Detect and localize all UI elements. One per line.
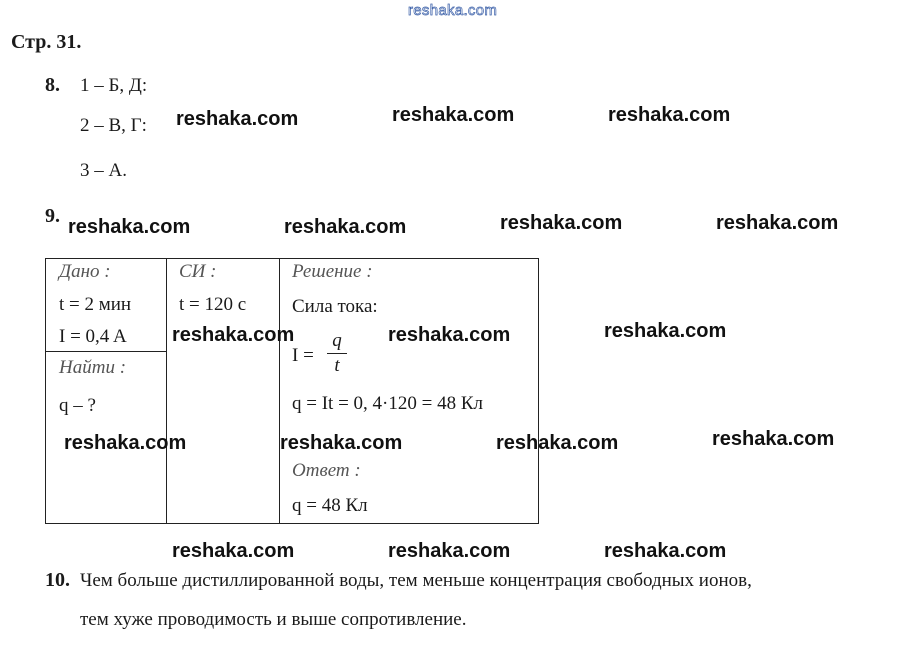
watermark: reshaka.com <box>172 540 295 562</box>
find-charge: q – ? <box>59 395 96 416</box>
task-10-number: 10. <box>45 569 70 591</box>
watermark: reshaka.com <box>608 104 731 126</box>
task-10-line-2: тем хуже проводимость и выше сопротивление. <box>80 609 467 630</box>
watermark: reshaka.com <box>172 324 295 346</box>
table-border-bottom <box>45 523 539 524</box>
solution-title: Решение : <box>292 261 373 282</box>
watermark: reshaka.com <box>496 432 619 454</box>
table-border-top <box>45 258 539 259</box>
watermark: reshaka.com <box>388 324 511 346</box>
task-8-number: 8. <box>45 74 60 96</box>
table-border-left <box>45 258 46 524</box>
watermark: reshaka.com <box>500 212 623 234</box>
answer-value: q = 48 Кл <box>292 495 368 516</box>
watermark: reshaka.com <box>176 108 299 130</box>
task-9-number: 9. <box>45 205 60 227</box>
watermark: reshaka.com <box>64 432 187 454</box>
task-8-line-1: 1 – Б, Д: <box>80 75 148 96</box>
watermark: reshaka.com <box>604 320 727 342</box>
given-title: Дано : <box>59 261 111 282</box>
formula-fraction <box>327 330 347 377</box>
table-divider-given-find <box>45 351 166 352</box>
solution-current-label: Сила тока: <box>292 296 378 317</box>
find-title: Найти : <box>59 357 127 378</box>
answer-title: Ответ : <box>292 460 361 481</box>
watermark: reshaka.com <box>284 216 407 238</box>
watermark: reshaka.com <box>604 540 727 562</box>
formula-lhs: I = <box>292 345 314 366</box>
task-9-solution-table <box>45 258 539 524</box>
watermark: reshaka.com <box>68 216 191 238</box>
si-time: t = 120 c <box>179 294 247 315</box>
page-number: Стр. 31. <box>11 31 82 53</box>
watermark: reshaka.com <box>388 540 511 562</box>
given-time: t = 2 мин <box>59 294 132 315</box>
site-header-link[interactable]: reshaka.com <box>408 2 498 19</box>
fraction-bar <box>327 353 347 354</box>
given-current: I = 0,4 A <box>59 326 127 347</box>
watermark: reshaka.com <box>280 432 403 454</box>
task-8-line-2: 2 – В, Г: <box>80 115 147 136</box>
formula-numerator: q <box>332 330 342 351</box>
formula-denominator: t <box>334 355 340 376</box>
watermark: reshaka.com <box>392 104 515 126</box>
task-8-line-3: 3 – А. <box>80 160 127 181</box>
table-divider-2 <box>279 258 280 524</box>
watermark: reshaka.com <box>716 212 839 234</box>
task-10-line-1: Чем больше дистиллированной воды, тем меньше концентрация свободных ионов, <box>80 570 752 591</box>
table-divider-1 <box>166 258 167 524</box>
table-border-right <box>538 258 539 524</box>
solution-calculation: q = It = 0, 4·120 = 48 Кл <box>292 393 483 414</box>
si-title: СИ : <box>179 261 217 282</box>
watermark: reshaka.com <box>712 428 835 450</box>
